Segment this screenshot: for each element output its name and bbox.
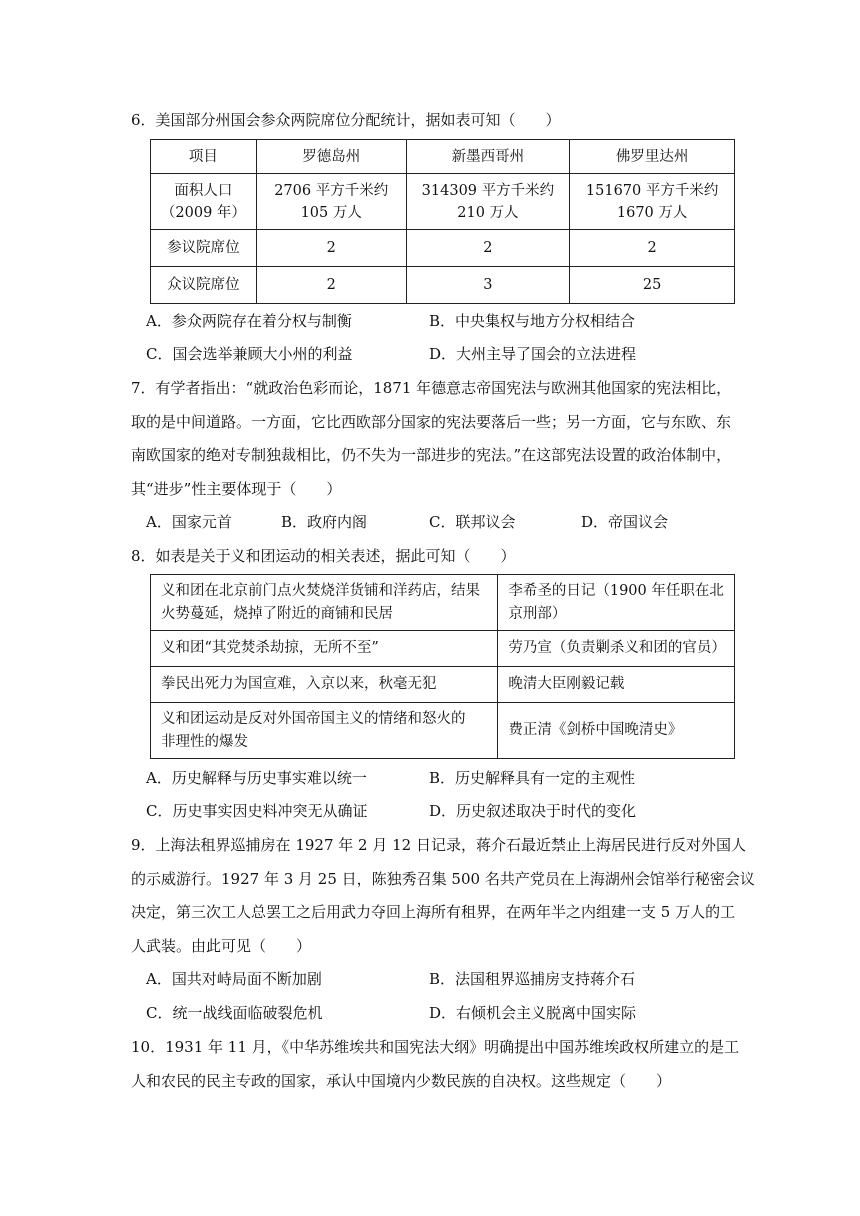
q8-table-row (151, 667, 735, 703)
q6-row-label: 参议院席位 (151, 230, 257, 267)
q9-option-c[interactable]: C．统一战线面临破裂危机 (146, 1004, 323, 1022)
q8-table-row (151, 575, 735, 631)
q6-option-d[interactable]: D．大州主导了国会的立法进程 (429, 345, 637, 363)
q8-source: 李希圣的日记（1900 年任职在北 京刑部） (498, 575, 735, 631)
q6-option-b[interactable]: B．中央集权与地方分权相结合 (429, 312, 636, 330)
q10-stem-line: 10．1931 年 11 月，《中华苏维埃共和国宪法大纲》明确提出中国苏维埃政权所建立的是工 (131, 1038, 740, 1056)
q6-header-cell: 罗德岛州 (256, 140, 406, 174)
q8-stem: 8．如表是关于义和团运动的相关表述，据此可知（ ） (131, 547, 516, 565)
q6-cell: 3 (406, 267, 570, 304)
q8-source: 费正清《剑桥中国晚清史》 (498, 703, 735, 759)
q6-cell: 2 (570, 230, 735, 267)
q8-statement: 义和团“其党焚杀劫掠，无所不至” (151, 631, 498, 667)
q6-stem: 6．美国部分州国会参众两院席位分配统计，据如表可知（ ） (131, 111, 561, 129)
q7-stem-line: 南欧国家的绝对专制独裁相比，仍不失为一部进步的宪法。”在这部宪法设置的政治体制中， (131, 446, 732, 464)
q7-stem-line: 其“进步”性主要体现于（ ） (131, 480, 342, 498)
q7-option-c[interactable]: C．联邦议会 (429, 513, 516, 531)
q8-option-b[interactable]: B．历史解释具有一定的主观性 (429, 769, 636, 787)
q6-header-cell: 佛罗里达州 (570, 140, 735, 174)
q6-row-label: 面积人口 （2009 年） (151, 174, 257, 230)
q6-table-row (151, 174, 735, 230)
q10-stem-line: 人和农民的民主专政的国家，承认中国境内少数民族的自决权。这些规定（ ） (131, 1072, 672, 1090)
q7-stem-line: 7．有学者指出：“就政治色彩而论，1871 年德意志帝国宪法与欧洲其他国家的宪法相比， (131, 379, 732, 397)
q8-table-row (151, 631, 735, 667)
q9-stem-line: 人武装。由此可见（ ） (131, 937, 312, 955)
q9-option-b[interactable]: B．法国租界巡捕房支持蒋介石 (429, 970, 636, 988)
q6-header-cell: 新墨西哥州 (406, 140, 570, 174)
q6-table-row (151, 230, 735, 267)
q7-option-d[interactable]: D．帝国议会 (581, 513, 669, 531)
q9-option-d[interactable]: D．右倾机会主义脱离中国实际 (429, 1004, 637, 1022)
q6-cell: 2 (256, 267, 406, 304)
q6-table (150, 139, 735, 304)
q6-cell: 25 (570, 267, 735, 304)
q8-source: 劳乃宣（负责剿杀义和团的官员） (498, 631, 735, 667)
q6-cell: 2 (406, 230, 570, 267)
q8-statement: 拳民出死力为国宣难，入京以来，秋毫无犯 (151, 667, 498, 703)
q8-option-c[interactable]: C．历史事实因史料冲突无从确证 (146, 802, 368, 820)
q8-statement: 义和团运动是反对外国帝国主义的情绪和怒火的 非理性的爆发 (151, 703, 498, 759)
q8-option-a[interactable]: A．历史解释与历史事实难以统一 (146, 769, 367, 787)
q6-cell: 314309 平方千米约 210 万人 (406, 174, 570, 230)
q8-source: 晚清大臣刚毅记载 (498, 667, 735, 703)
q8-table-row (151, 703, 735, 759)
q6-cell: 2706 平方千米约 105 万人 (256, 174, 406, 230)
q7-option-b[interactable]: B．政府内阁 (281, 513, 368, 531)
q9-stem-line: 的示威游行。1927 年 3 月 25 日，陈独秀召集 500 名共产党员在上海湖州会馆举行秘密会议 (131, 870, 755, 888)
q9-option-a[interactable]: A．国共对峙局面不断加剧 (146, 970, 322, 988)
q7-option-a[interactable]: A．国家元首 (146, 513, 232, 531)
q6-header-cell: 项目 (151, 140, 257, 174)
q6-cell: 2 (256, 230, 406, 267)
q6-option-c[interactable]: C．国会选举兼顾大小州的利益 (146, 345, 353, 363)
q8-statement: 义和团在北京前门点火焚烧洋货铺和洋药店，结果 火势蔓延，烧掉了附近的商铺和民居 (151, 575, 498, 631)
q7-stem-line: 取的是中间道路。一方面，它比西欧部分国家的宪法要落后一些；另一方面，它与东欧、东 (131, 413, 732, 431)
q6-table-row (151, 267, 735, 304)
q9-stem-line: 9．上海法租界巡捕房在 1927 年 2 月 12 日记录，蒋介石最近禁止上海居民进行反对外国人 (131, 836, 746, 854)
q8-table (150, 574, 735, 759)
q6-cell: 151670 平方千米约 1670 万人 (570, 174, 735, 230)
q6-option-a[interactable]: A．参众两院存在着分权与制衡 (146, 312, 352, 330)
q9-stem-line: 决定，第三次工人总罢工之后用武力夺回上海所有租界，在两年半之内组建一支 5 万人的工 (131, 903, 736, 921)
q8-option-d[interactable]: D．历史叙述取决于时代的变化 (429, 802, 637, 820)
q6-table-header-row (151, 140, 735, 174)
q6-row-label: 众议院席位 (151, 267, 257, 304)
